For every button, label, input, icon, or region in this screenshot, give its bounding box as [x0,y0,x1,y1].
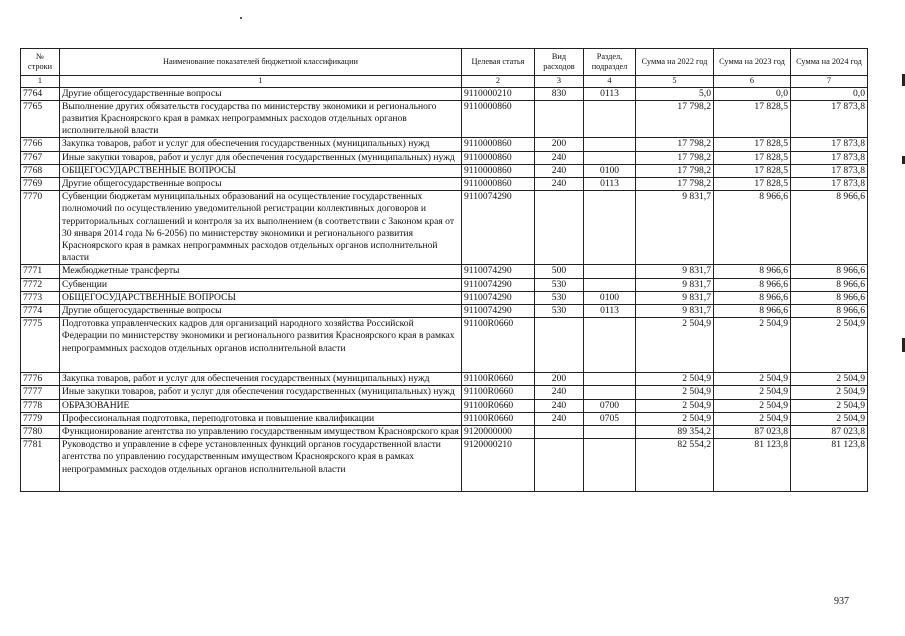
column-number: 3 [535,76,584,88]
table-row [21,265,868,278]
row-sum-2024: 17 873,8 [791,151,868,164]
column-number: 1 [60,76,462,88]
table-row [21,318,868,373]
row-sum-2022: 5,0 [636,87,714,100]
row-number: 7771 [21,265,60,278]
row-sum-2022: 17 798,2 [636,151,714,164]
row-section: 0100 [584,291,636,304]
row-section [584,373,636,386]
row-sum-2024: 17 873,8 [791,164,868,177]
table-row [21,164,868,177]
row-sum-2023: 2 504,9 [714,318,791,373]
row-number: 7765 [21,100,60,138]
row-name: Иные закупки товаров, работ и услуг для обеспечения государственных (муниципальных) нужд [60,151,462,164]
row-sum-2022: 17 798,2 [636,164,714,177]
row-sum-2023: 2 504,9 [714,412,791,425]
row-sum-2023: 8 966,6 [714,278,791,291]
row-name: Субвенции [60,278,462,291]
row-section [584,439,636,492]
row-sum-2022: 2 504,9 [636,373,714,386]
row-expense-type: 500 [535,265,584,278]
row-section: 0700 [584,399,636,412]
row-name: Профессиональная подготовка, переподготовка и повышение квалификации [60,412,462,425]
row-expense-type [535,191,584,265]
column-number: 1 [21,76,60,88]
row-expense-type [535,439,584,492]
table-row [21,100,868,138]
row-target-code: 9110074290 [462,304,535,317]
row-sum-2022: 2 504,9 [636,386,714,399]
row-expense-type: 240 [535,164,584,177]
row-expense-type: 530 [535,278,584,291]
row-section: 0113 [584,177,636,190]
row-section [584,318,636,373]
column-number: 6 [714,76,791,88]
col-header-no: № строки [21,49,60,76]
row-number: 7768 [21,164,60,177]
row-sum-2023: 2 504,9 [714,399,791,412]
row-section [584,278,636,291]
table-row [21,291,868,304]
table-row [21,304,868,317]
column-number: 4 [584,76,636,88]
row-name: Закупка товаров, работ и услуг для обеспечения государственных (муниципальных) нужд [60,373,462,386]
row-sum-2022: 2 504,9 [636,412,714,425]
row-sum-2023: 8 966,6 [714,191,791,265]
row-target-code: 9120000210 [462,439,535,492]
row-section: 0100 [584,164,636,177]
row-sum-2023: 17 828,5 [714,138,791,151]
table-body [21,87,868,492]
row-number: 7779 [21,412,60,425]
row-sum-2023: 81 123,8 [714,439,791,492]
row-sum-2023: 0,0 [714,87,791,100]
row-name: ОБРАЗОВАНИЕ [60,399,462,412]
row-sum-2022: 82 554,2 [636,439,714,492]
row-target-code: 9110074290 [462,291,535,304]
row-sum-2024: 8 966,6 [791,291,868,304]
table-row [21,399,868,412]
scan-speck [240,17,242,19]
column-number: 2 [462,76,535,88]
row-name: Межбюджетные трансферты [60,265,462,278]
row-sum-2023: 8 966,6 [714,265,791,278]
row-sum-2024: 8 966,6 [791,191,868,265]
table-row [21,412,868,425]
row-sum-2022: 2 504,9 [636,318,714,373]
row-sum-2024: 17 873,8 [791,138,868,151]
row-number: 7776 [21,373,60,386]
row-section: 0705 [584,412,636,425]
row-expense-type: 530 [535,304,584,317]
row-sum-2022: 9 831,7 [636,191,714,265]
row-target-code: 9110000860 [462,138,535,151]
row-expense-type: 530 [535,291,584,304]
row-number: 7766 [21,138,60,151]
row-number: 7769 [21,177,60,190]
col-header-section: Раздел, подраздел [584,49,636,76]
row-expense-type: 240 [535,151,584,164]
row-sum-2023: 8 966,6 [714,304,791,317]
row-target-code: 9110074290 [462,191,535,265]
row-number: 7770 [21,191,60,265]
row-expense-type: 240 [535,412,584,425]
row-expense-type [535,425,584,438]
row-number: 7777 [21,386,60,399]
row-name: Закупка товаров, работ и услуг для обеспечения государственных (муниципальных) нужд [60,138,462,151]
row-sum-2022: 17 798,2 [636,138,714,151]
row-number: 7764 [21,87,60,100]
row-section [584,265,636,278]
row-target-code: 9110000860 [462,100,535,138]
row-sum-2024: 87 023,8 [791,425,868,438]
row-name: Выполнение других обязательств государства по министерству экономики и регионального развития Красноярского края в рамках непрограммных расходов отдельных органов исполнительной власти [60,100,462,138]
table-row [21,439,868,492]
row-name: Субвенции бюджетам муниципальных образований на осуществление государственных полномочий по осуществлению уведомительной регистрации коллективных договоров и территориальных соглашений и контроля за их выполнением (в соответствии с Законом края от 30 января 2014 года № 6-2056) по министерству экономики и регионального развития Красноярского края в рамках непрограммных расходов отдельных органов исполнительной власти [60,191,462,265]
row-name: ОБЩЕГОСУДАРСТВЕННЫЕ ВОПРОСЫ [60,291,462,304]
row-sum-2023: 87 023,8 [714,425,791,438]
row-section [584,425,636,438]
row-expense-type [535,100,584,138]
header-row [21,49,868,76]
col-header-name: Наименование показателей бюджетной классификации [60,49,462,76]
row-sum-2023: 17 828,5 [714,164,791,177]
row-target-code: 9110000860 [462,164,535,177]
table-row [21,138,868,151]
row-expense-type: 200 [535,138,584,151]
table-row [21,87,868,100]
row-sum-2024: 2 504,9 [791,412,868,425]
row-name: Другие общегосударственные вопросы [60,177,462,190]
col-header-type: Вид расходов [535,49,584,76]
row-target-code: 91100R0660 [462,318,535,373]
row-target-code: 9120000000 [462,425,535,438]
row-number: 7778 [21,399,60,412]
row-expense-type: 830 [535,87,584,100]
row-section [584,191,636,265]
row-sum-2024: 17 873,8 [791,177,868,190]
row-section [584,138,636,151]
row-sum-2022: 9 831,7 [636,291,714,304]
row-sum-2022: 9 831,7 [636,265,714,278]
row-number: 7775 [21,318,60,373]
table-row [21,373,868,386]
row-expense-type: 240 [535,386,584,399]
row-section [584,151,636,164]
row-sum-2024: 8 966,6 [791,304,868,317]
row-number: 7774 [21,304,60,317]
row-target-code: 9110000860 [462,177,535,190]
row-sum-2023: 2 504,9 [714,386,791,399]
row-target-code: 91100R0660 [462,373,535,386]
row-target-code: 9110000860 [462,151,535,164]
col-header-target: Целевая статья [462,49,535,76]
column-number: 7 [791,76,868,88]
row-sum-2022: 9 831,7 [636,278,714,291]
row-sum-2023: 8 966,6 [714,291,791,304]
row-number: 7781 [21,439,60,492]
row-sum-2022: 17 798,2 [636,177,714,190]
table-row [21,278,868,291]
row-expense-type: 240 [535,399,584,412]
page-number: 937 [834,596,849,607]
budget-table [20,48,868,492]
row-expense-type: 240 [535,177,584,190]
row-section [584,386,636,399]
row-sum-2024: 0,0 [791,87,868,100]
row-name: Иные закупки товаров, работ и услуг для обеспечения государственных (муниципальных) нужд [60,386,462,399]
col-header-2023: Сумма на 2023 год [714,49,791,76]
row-sum-2024: 8 966,6 [791,278,868,291]
row-number: 7773 [21,291,60,304]
row-sum-2023: 17 828,5 [714,100,791,138]
column-number: 5 [636,76,714,88]
row-target-code: 9110000210 [462,87,535,100]
row-name: Другие общегосударственные вопросы [60,87,462,100]
row-sum-2024: 81 123,8 [791,439,868,492]
row-sum-2023: 17 828,5 [714,177,791,190]
row-target-code: 91100R0660 [462,399,535,412]
row-expense-type: 200 [535,373,584,386]
row-sum-2024: 2 504,9 [791,399,868,412]
column-number-row [21,76,868,88]
row-sum-2024: 2 504,9 [791,318,868,373]
col-header-2024: Сумма на 2024 год [791,49,868,76]
row-target-code: 9110074290 [462,265,535,278]
row-name: Функционирование агентства по управлению государственным имуществом Красноярского края [60,425,462,438]
row-sum-2022: 2 504,9 [636,399,714,412]
row-sum-2024: 2 504,9 [791,386,868,399]
row-sum-2022: 17 798,2 [636,100,714,138]
row-sum-2022: 9 831,7 [636,304,714,317]
row-sum-2023: 17 828,5 [714,151,791,164]
row-target-code: 91100R0660 [462,412,535,425]
col-header-2022: Сумма на 2022 год [636,49,714,76]
row-name: Руководство и управление в сфере установленных функций органов государственной власти агентства по управлению государственным имуществом Красноярского края в рамках непрограммных расходов отдельных органов исполнительной власти [60,439,462,492]
table-row [21,386,868,399]
row-sum-2024: 8 966,6 [791,265,868,278]
row-sum-2024: 17 873,8 [791,100,868,138]
table-row [21,191,868,265]
row-name: Другие общегосударственные вопросы [60,304,462,317]
row-section: 0113 [584,304,636,317]
row-number: 7780 [21,425,60,438]
table-row [21,151,868,164]
row-target-code: 9110074290 [462,278,535,291]
row-target-code: 91100R0660 [462,386,535,399]
row-name: Подготовка управленческих кадров для организаций народного хозяйства Российской Федерации по министерству экономики и регионального развития Красноярского края в рамках непрограммных расходов отдельных органов исполнительной власти [60,318,462,373]
table-row [21,425,868,438]
row-sum-2023: 2 504,9 [714,373,791,386]
row-sum-2022: 89 354,2 [636,425,714,438]
row-section [584,100,636,138]
table-row [21,177,868,190]
row-sum-2024: 2 504,9 [791,373,868,386]
row-name: ОБЩЕГОСУДАРСТВЕННЫЕ ВОПРОСЫ [60,164,462,177]
row-section: 0113 [584,87,636,100]
row-number: 7767 [21,151,60,164]
row-expense-type [535,318,584,373]
row-number: 7772 [21,278,60,291]
